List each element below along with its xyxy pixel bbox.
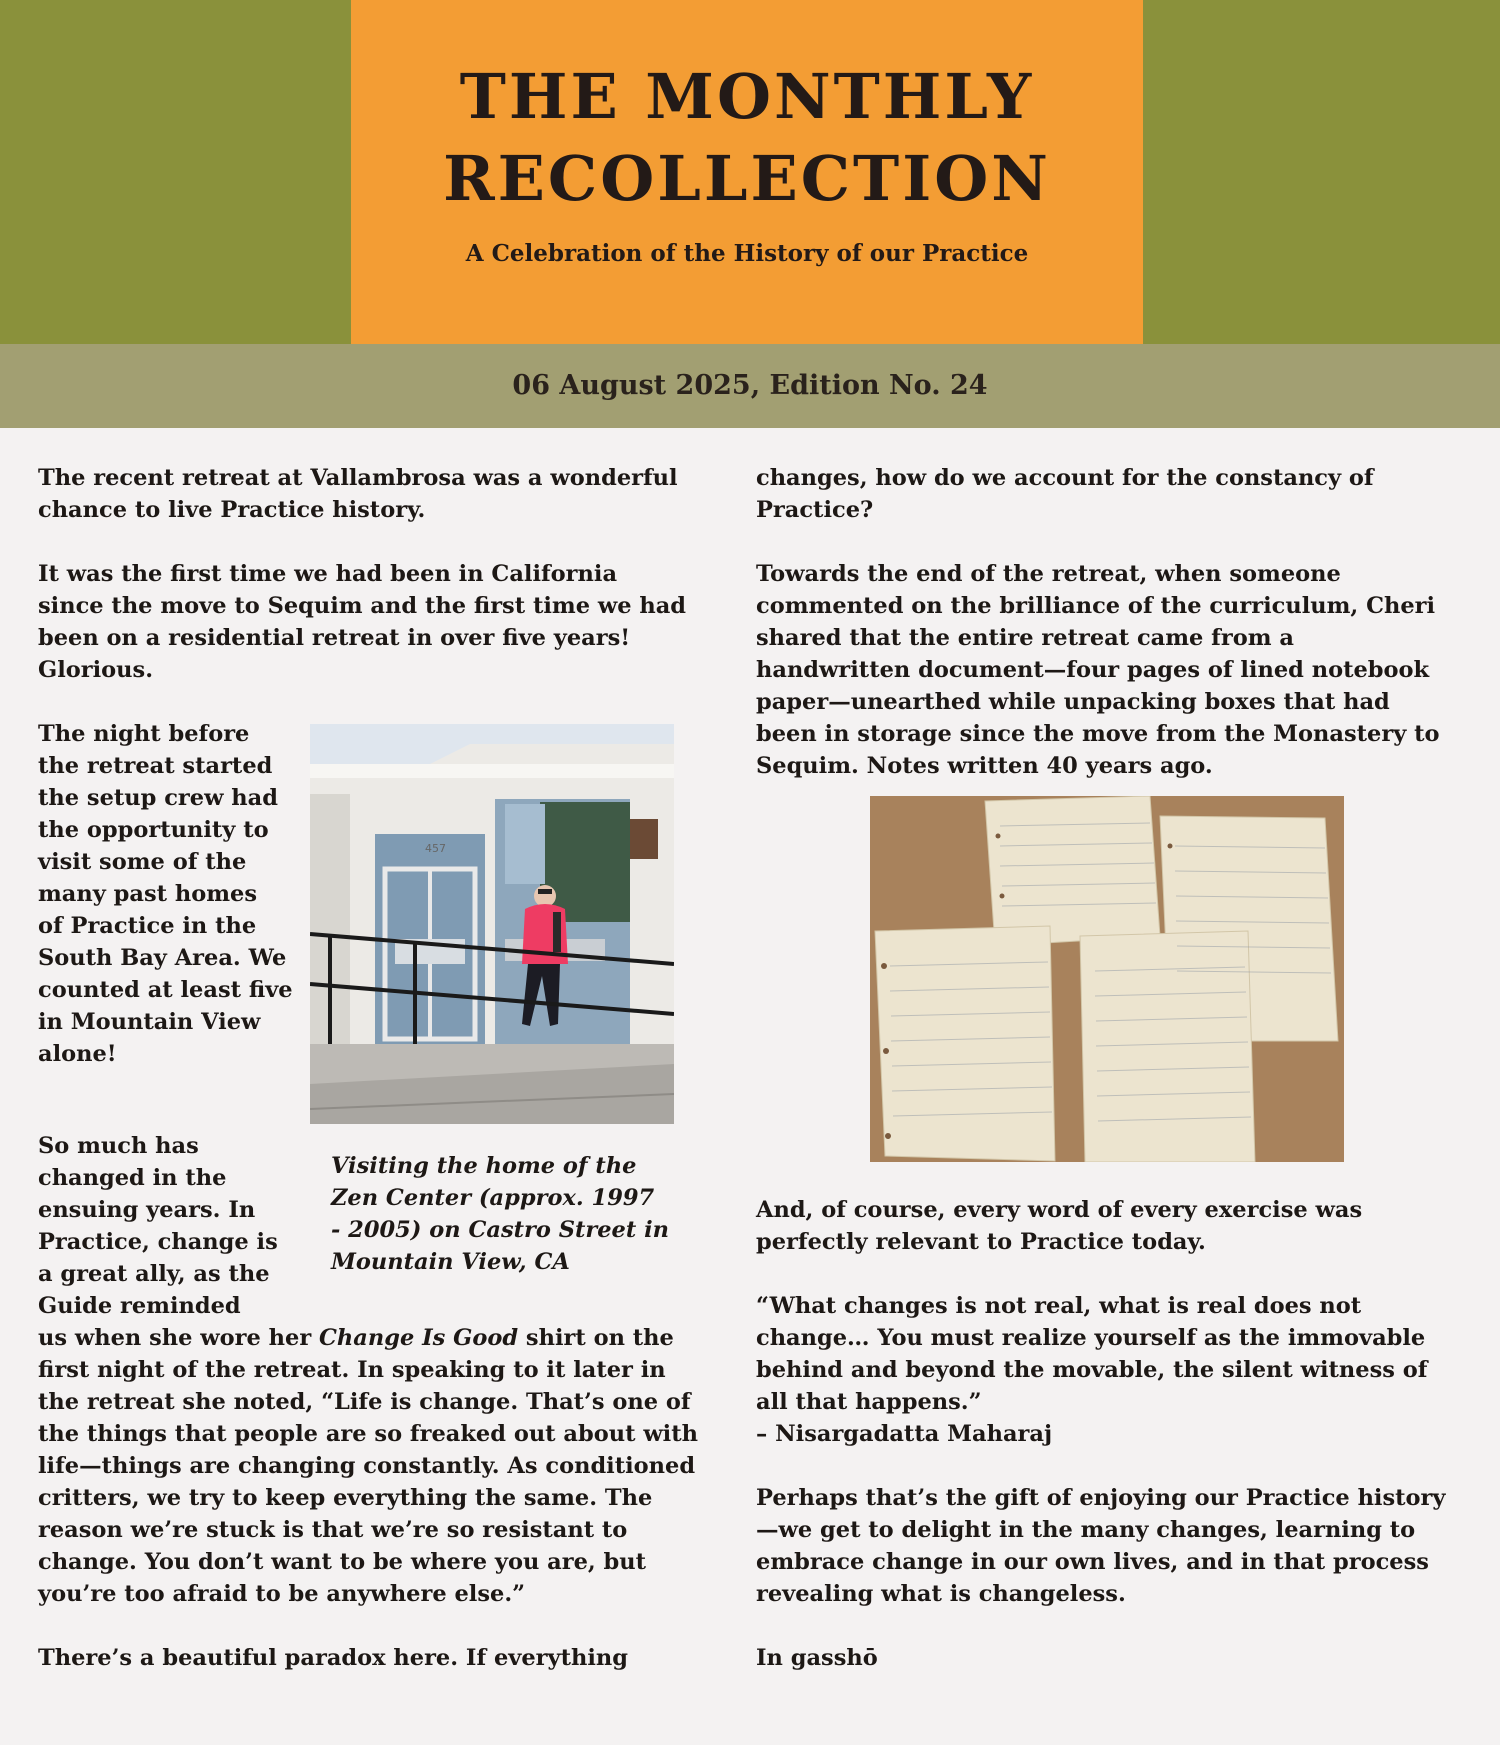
change-text-line: So much has bbox=[38, 1133, 199, 1159]
past-homes-line: in Mountain View bbox=[38, 1009, 261, 1035]
past-homes-line: the retreat started bbox=[38, 753, 273, 779]
left-paragraph-4-cont bbox=[38, 1322, 700, 1674]
edition-dateline: 06 August 2025, Edition No. 24 bbox=[0, 344, 1500, 428]
past-homes-line: visit some of the bbox=[38, 849, 247, 875]
past-homes-line: many past homes bbox=[38, 881, 258, 907]
change-text-continued bbox=[38, 1322, 700, 1610]
past-homes-text bbox=[38, 718, 298, 1070]
left-paragraph-4-start bbox=[38, 1130, 328, 1322]
left-paragraph-3 bbox=[38, 718, 298, 1070]
change-text-line: Guide reminded bbox=[38, 1293, 241, 1319]
masthead bbox=[0, 0, 1500, 344]
change-text-line: a great ally, as the bbox=[38, 1261, 270, 1287]
title-box bbox=[351, 0, 1143, 344]
left-paragraph-2: It was the first time we had been in California since the move to Sequim and the first time we had been on a residential retreat in over five years! Glorious. bbox=[38, 561, 687, 683]
quote-author: – Nisargadatta Maharaj bbox=[756, 1421, 1053, 1447]
handwritten-notes-photo bbox=[870, 796, 1344, 1162]
maharaj-quote: “What changes is not real, what is real does not change… You must realize yourself as the immovable behind and beyond the movable, the silent witness of all that happens.” bbox=[756, 1293, 1428, 1415]
photo-caption: Visiting the home of the Zen Center (approx. 1997 - 2005) on Castro Street in Mountain View, CA bbox=[331, 1153, 669, 1275]
right-paragraph-4: Perhaps that’s the gift of enjoying our Practice history—we get to delight in the many changes, learning to embrace change in our own lives, and in that process revealing what is changeless. bbox=[756, 1485, 1446, 1607]
past-homes-line: The night before bbox=[38, 721, 250, 747]
past-homes-line: the opportunity to bbox=[38, 817, 269, 843]
zen-center-photo bbox=[310, 724, 674, 1124]
left-paragraph-5: There’s a beautiful paradox here. If everything bbox=[38, 1645, 628, 1671]
building-number: 457 bbox=[425, 842, 446, 855]
past-homes-line: alone! bbox=[38, 1041, 117, 1067]
past-homes-line: the setup crew had bbox=[38, 785, 278, 811]
change-text-line: changed in the bbox=[38, 1165, 227, 1191]
title-line-1: THE MONTHLY bbox=[459, 60, 1035, 133]
right-top bbox=[756, 462, 1446, 782]
change-text-start bbox=[38, 1130, 328, 1322]
change-text-line: Practice, change is bbox=[38, 1229, 278, 1255]
change-text-pre: us when she wore her bbox=[38, 1325, 320, 1351]
right-bottom bbox=[756, 1194, 1446, 1674]
change-text-line: ensuing years. In bbox=[38, 1197, 256, 1223]
left-paragraph-1: The recent retreat at Vallambrosa was a wonderful chance to live Practice history. bbox=[38, 465, 678, 523]
right-paragraph-3: And, of course, every word of every exercise was perfectly relevant to Practice today. bbox=[756, 1197, 1363, 1255]
right-paragraph-2: Towards the end of the retreat, when someone commented on the brilliance of the curriculum, Cheri shared that the entire retreat came from a handwritten document—four pages of lined notebook paper—unearthed while unpacking boxes that had been in storage since the move from the Monastery to Sequim. Notes written 40 years ago. bbox=[756, 561, 1440, 779]
left-intro bbox=[38, 462, 688, 686]
change-text-post: shirt on the first night of the retreat. In speaking to it later in the retreat she noted, “Life is change. That’s one of the things that people are so freaked out about with life—things are changing constantly. As conditioned critters, we try to keep everything the same. The reason we’re stuck is that we’re so resistant to change. You don’t want to be where you are, but you’re too afraid to be anywhere else.” bbox=[38, 1325, 698, 1607]
past-homes-line: South Bay Area. We bbox=[38, 945, 287, 971]
signoff: In gasshō bbox=[756, 1645, 878, 1671]
past-homes-line: of Practice in the bbox=[38, 913, 257, 939]
newsletter-title bbox=[351, 56, 1143, 220]
title-line-2: RECOLLECTION bbox=[443, 142, 1051, 215]
right-paragraph-1: changes, how do we account for the constancy of Practice? bbox=[756, 465, 1374, 523]
past-homes-line: counted at least five bbox=[38, 977, 293, 1003]
shirt-name: Change Is Good bbox=[319, 1325, 519, 1351]
newsletter-subtitle: A Celebration of the History of our Practice bbox=[465, 240, 1029, 267]
